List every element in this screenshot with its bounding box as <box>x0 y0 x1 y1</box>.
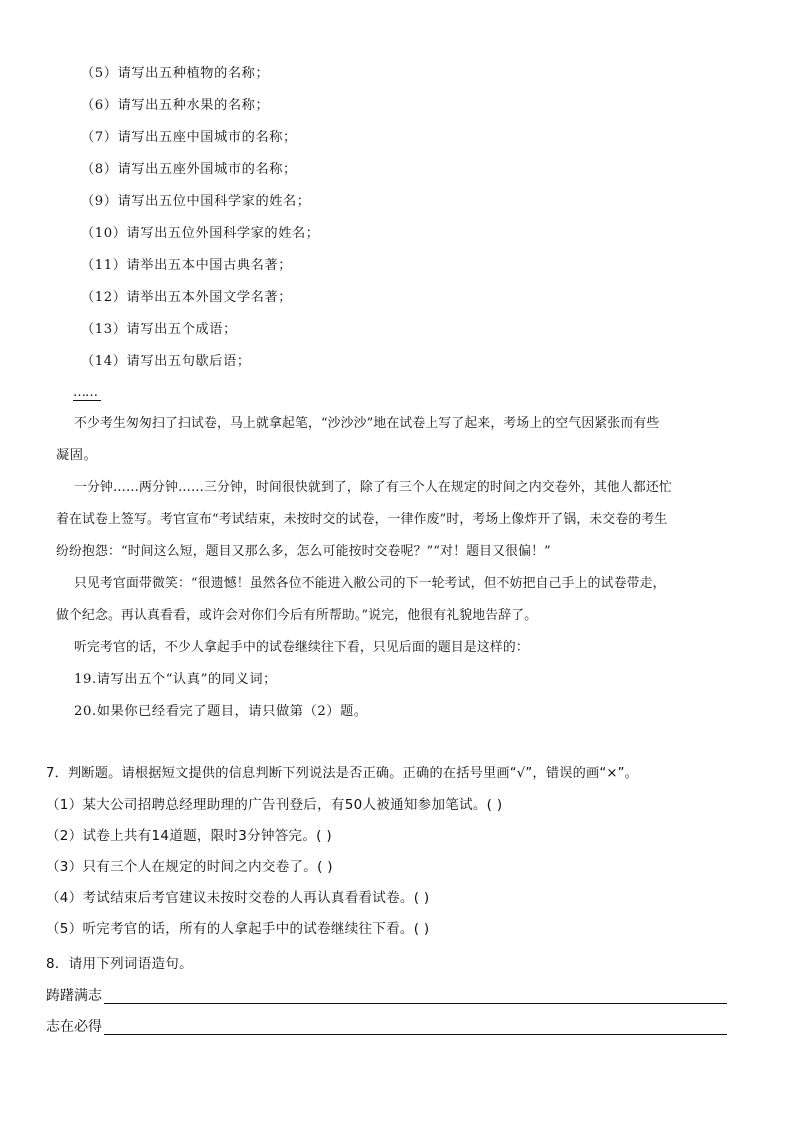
story-line: 纷纷抱怨：“时间这么短，题目又那么多，怎么可能按时交卷呢？”“对！题目又很偏！” <box>56 544 551 559</box>
list-item: （14）请写出五句歇后语； <box>81 354 251 369</box>
question-7-item: （2）试卷上共有14道题，限时3分钟答完。( ) <box>46 828 332 844</box>
list-item: （13）请写出五个成语； <box>81 322 237 337</box>
story-line: 20.如果你已经看完了题目，请只做第（2）题。 <box>74 704 368 719</box>
question-8-title: 8．请用下列词语造句。 <box>46 956 193 972</box>
list-item: （11）请举出五本中国古典名著； <box>81 258 293 273</box>
story-line: 19.请写出五个“认真”的同义词； <box>74 672 277 687</box>
list-item: （8）请写出五座外国城市的名称； <box>81 162 297 177</box>
story-line: 着在试卷上签写。考官宣布“考试结束，未按时交的试卷，一律作废”时，考场上像炸开了锅，未交卷的考生 <box>56 512 668 527</box>
story-line: 做个纪念。再认真看看，或许会对你们今后有所帮助。”说完，他很有礼貌地告辞了。 <box>56 608 538 623</box>
list-item: （12）请举出五本外国文学名著； <box>81 290 293 305</box>
story-line: 凝固。 <box>56 448 98 463</box>
question-7-item: （5）听完考官的话，所有的人拿起手中的试卷继续往下看。( ) <box>46 921 430 937</box>
word-label: 踌躇满志 <box>46 988 102 1004</box>
list-item: （5）请写出五种植物的名称； <box>81 66 270 81</box>
story-line: 一分钟……两分钟……三分钟，时间很快就到了，除了有三个人在规定的时间之内交卷外，其他人都还忙 <box>74 480 672 495</box>
list-item: （6）请写出五种水果的名称； <box>81 98 270 113</box>
list-item: （7）请写出五座中国城市的名称； <box>81 130 297 145</box>
question-7-title: 7．判断题。请根据短文提供的信息判断下列说法是否正确。正确的在括号里画“√”，错误的画“×”。 <box>46 766 639 781</box>
story-line: 只见考官面带微笑：“很遗憾！虽然各位不能进入敝公司的下一轮考试，但不妨把自己手上的试卷带走， <box>74 576 666 591</box>
list-item: （10）请写出五位外国科学家的姓名； <box>81 226 320 241</box>
word-label: 志在必得 <box>46 1019 102 1035</box>
question-7-item: （3）只有三个人在规定的时间之内交卷了。( ) <box>46 859 333 875</box>
answer-line[interactable] <box>104 1003 727 1004</box>
question-7-item: （4）考试结束后考官建议未按时交卷的人再认真看看试卷。( ) <box>46 890 430 906</box>
story-line: 听完考官的话，不少人拿起手中的试卷继续往下看，只见后面的题目是这样的： <box>74 640 529 655</box>
question-7-item: （1）某大公司招聘总经理助理的广告刊登后，有50人被通知参加笔试。( ) <box>46 797 503 813</box>
answer-line[interactable] <box>104 1034 727 1035</box>
story-line: 不少考生匆匆扫了扫试卷，马上就拿起笔，“沙沙沙”地在试卷上写了起来，考场上的空气因紧张而有些 <box>74 416 660 431</box>
ellipsis: …… <box>73 386 101 401</box>
list-item: （9）请写出五位中国科学家的姓名； <box>81 194 311 209</box>
